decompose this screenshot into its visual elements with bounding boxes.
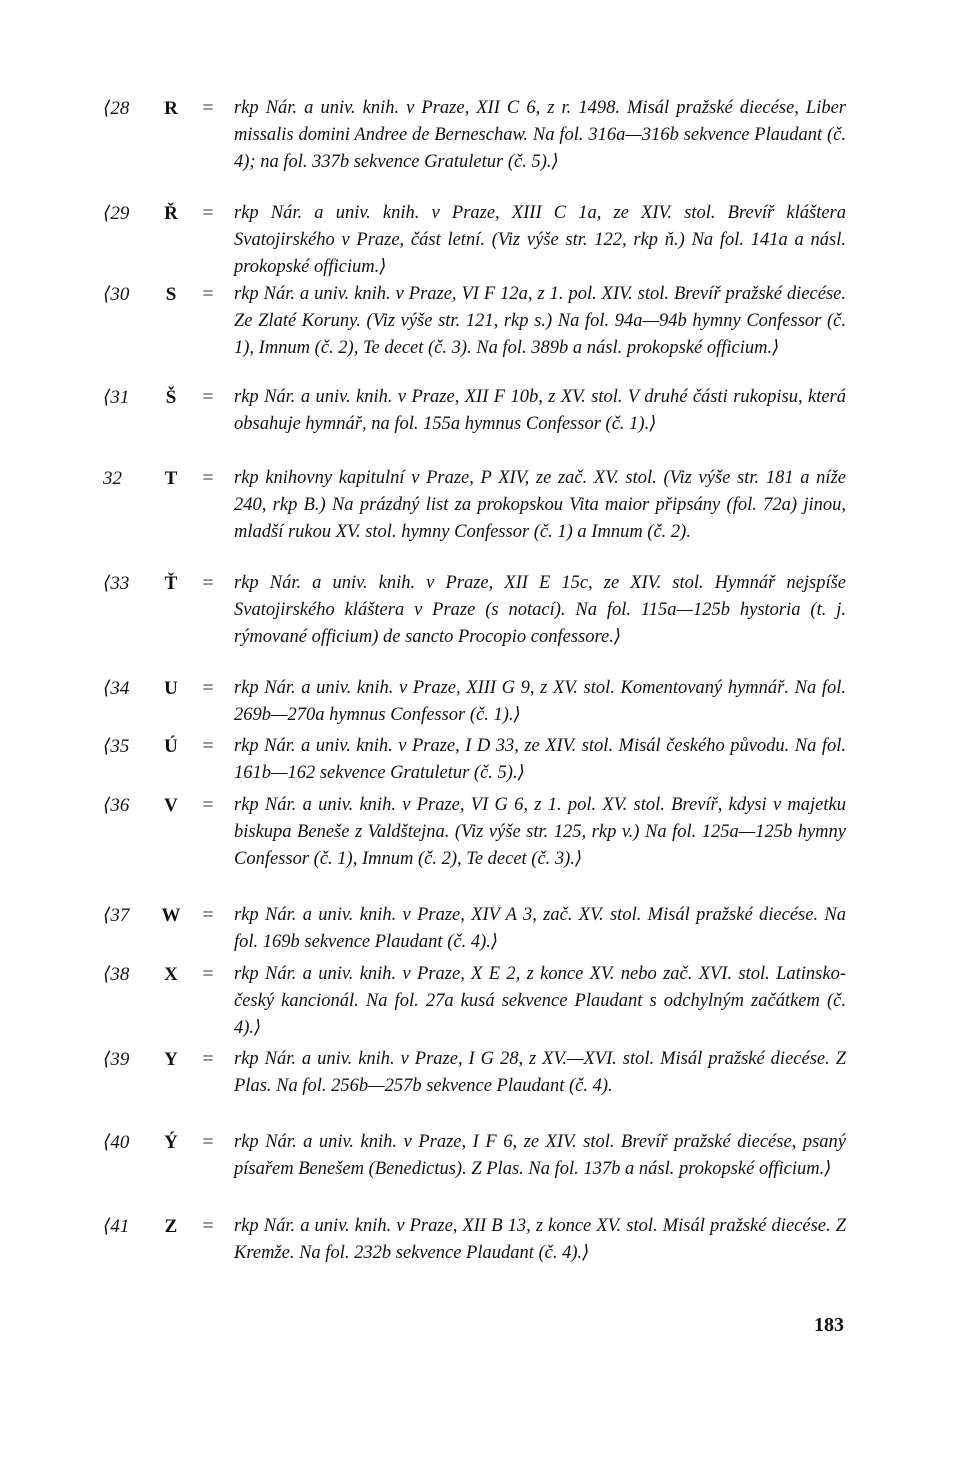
equals-sign: = xyxy=(202,572,214,594)
equals-sign: = xyxy=(202,735,214,757)
entry-sigil: Ý xyxy=(164,1132,178,1153)
entry-description: rkp Nár. a univ. knih. v Praze, VI G 6, z 1. pol. XV. stol. Brevíř, kdysi v majetku biskupa Beneše z Valdštejna. (Viz výše str. 125, rkp v.) Na fol. 125a—125b hymny Confessor (č. 1), Imnum (č. 2), Te decet (č. 3).⟩ xyxy=(234,795,846,869)
entry-description: rkp Nár. a univ. knih. v Praze, XII F 10b, z XV. stol. V druhé části rukopisu, která obsahuje hymnář, na fol. 155a hymnus Confessor (č. 1).⟩ xyxy=(234,387,846,434)
entry-number: ⟨37 xyxy=(103,905,130,926)
entry-description: rkp Nár. a univ. knih. v Praze, XII E 15c, ze XIV. stol. Hymnář nejspíše Svatojirského kláštera v Praze (s notací). Na fol. 115a—125b hystoria (t. j. rýmované officium) de sancto Procopio confessore.⟩ xyxy=(234,573,846,647)
entry-number: ⟨41 xyxy=(103,1216,130,1237)
entry-description: rkp Nár. a univ. knih. v Praze, XIII G 9, z XV. stol. Komentovaný hymnář. Na fol. 269b—270a hymnus Confessor (č. 1).⟩ xyxy=(234,678,846,725)
equals-sign: = xyxy=(202,283,214,305)
entry-number: ⟨28 xyxy=(103,98,130,119)
entry-sigil: Ť xyxy=(164,573,178,594)
entry-sigil: Ú xyxy=(164,736,178,757)
entry-sigil: U xyxy=(164,678,178,699)
entry-sigil: V xyxy=(164,795,178,816)
entry-description: rkp Nár. a univ. knih. v Praze, X E 2, z konce XV. nebo zač. XVI. stol. Latinsko-český kancionál. Na fol. 27a kusá sekvence Plaudant s odchylným začátkem (č. 4).⟩ xyxy=(234,964,846,1038)
entry-description: rkp knihovny kapitulní v Praze, P XIV, ze zač. XV. stol. (Viz výše str. 181 a níže 240, rkp B.) Na prázdný list za prokopskou Vita maior připsány (fol. 72a) jinou, mladší rukou XV. stol. hymny Confessor (č. 1) a Imnum (č. 2). xyxy=(234,468,846,542)
equals-sign: = xyxy=(202,963,214,985)
equals-sign: = xyxy=(202,904,214,926)
entry-description: rkp Nár. a univ. knih. v Praze, I D 33, ze XIV. stol. Misál českého původu. Na fol. 161b—162 sekvence Gratuletur (č. 5).⟩ xyxy=(234,736,846,783)
entry-sigil: T xyxy=(164,468,178,489)
entry-description: rkp Nár. a univ. knih. v Praze, I F 6, ze XIV. stol. Brevíř pražské diecése, psaný písařem Benešem (Benedictus). Z Plas. Na fol. 137b a násl. prokopské officium.⟩ xyxy=(234,1132,846,1179)
equals-sign: = xyxy=(202,467,214,489)
equals-sign: = xyxy=(202,386,214,408)
page-number: 183 xyxy=(814,1314,844,1336)
entry-sigil: Z xyxy=(164,1216,178,1237)
entry-number: ⟨33 xyxy=(103,573,130,594)
entry-number: ⟨30 xyxy=(103,284,130,305)
entry-number: ⟨29 xyxy=(103,203,130,224)
equals-sign: = xyxy=(202,677,214,699)
entry-sigil: Š xyxy=(165,387,177,408)
entry-number: ⟨38 xyxy=(103,964,130,985)
entry-number: 32 xyxy=(103,468,122,489)
entry-description: rkp Nár. a univ. knih. v Praze, XII C 6, z r. 1498. Misál pražské diecése, Liber missalis domini Andree de Berneschaw. Na fol. 316a—316b sekvence Plaudant (č. 4); na fol. 337b sekvence Gratuletur (č. 5).⟩ xyxy=(234,98,846,172)
entry-description: rkp Nár. a univ. knih. v Praze, VI F 12a, z 1. pol. XIV. stol. Brevíř pražské diecése. Ze Zlaté Koruny. (Viz výše str. 121, rkp s.) Na fol. 94a—94b hymny Confessor (č. 1), Imnum (č. 2), Te decet (č. 3). Na fol. 389b a násl. prokopské officium.⟩ xyxy=(234,284,846,358)
equals-sign: = xyxy=(202,1215,214,1237)
entry-description: rkp Nár. a univ. knih. v Praze, XIII C 1a, ze XIV. stol. Brevíř kláštera Svatojirského v Praze, část letní. (Viz výše str. 122, rkp ň.) Na fol. 141a a násl. prokopské officium.⟩ xyxy=(234,203,846,277)
entry-number: ⟨35 xyxy=(103,736,130,757)
entry-description: rkp Nár. a univ. knih. v Praze, XII B 13, z konce XV. stol. Misál pražské diecése. Z Kremže. Na fol. 232b sekvence Plaudant (č. 4).⟩ xyxy=(234,1216,846,1263)
entry-sigil: Ř xyxy=(164,203,178,224)
entry-sigil: S xyxy=(165,284,177,305)
entry-description: rkp Nár. a univ. knih. v Praze, XIV A 3, zač. XV. stol. Misál pražské diecése. Na fol. 169b sekvence Plaudant (č. 4).⟩ xyxy=(234,905,846,952)
equals-sign: = xyxy=(202,1131,214,1153)
entry-number: ⟨34 xyxy=(103,678,130,699)
entry-sigil: W xyxy=(161,905,181,926)
equals-sign: = xyxy=(202,202,214,224)
equals-sign: = xyxy=(202,794,214,816)
equals-sign: = xyxy=(202,1048,214,1070)
entry-number: ⟨31 xyxy=(103,387,130,408)
entry-number: ⟨39 xyxy=(103,1049,130,1070)
entry-number: ⟨36 xyxy=(103,795,130,816)
entry-sigil: Y xyxy=(164,1049,178,1070)
entry-number: ⟨40 xyxy=(103,1132,130,1153)
entry-description: rkp Nár. a univ. knih. v Praze, I G 28, z XV.—XVI. stol. Misál pražské diecése. Z Plas. Na fol. 256b—257b sekvence Plaudant (č. 4). xyxy=(234,1049,846,1096)
entry-sigil: X xyxy=(164,964,178,985)
equals-sign: = xyxy=(202,97,214,119)
entry-sigil: R xyxy=(164,98,178,119)
